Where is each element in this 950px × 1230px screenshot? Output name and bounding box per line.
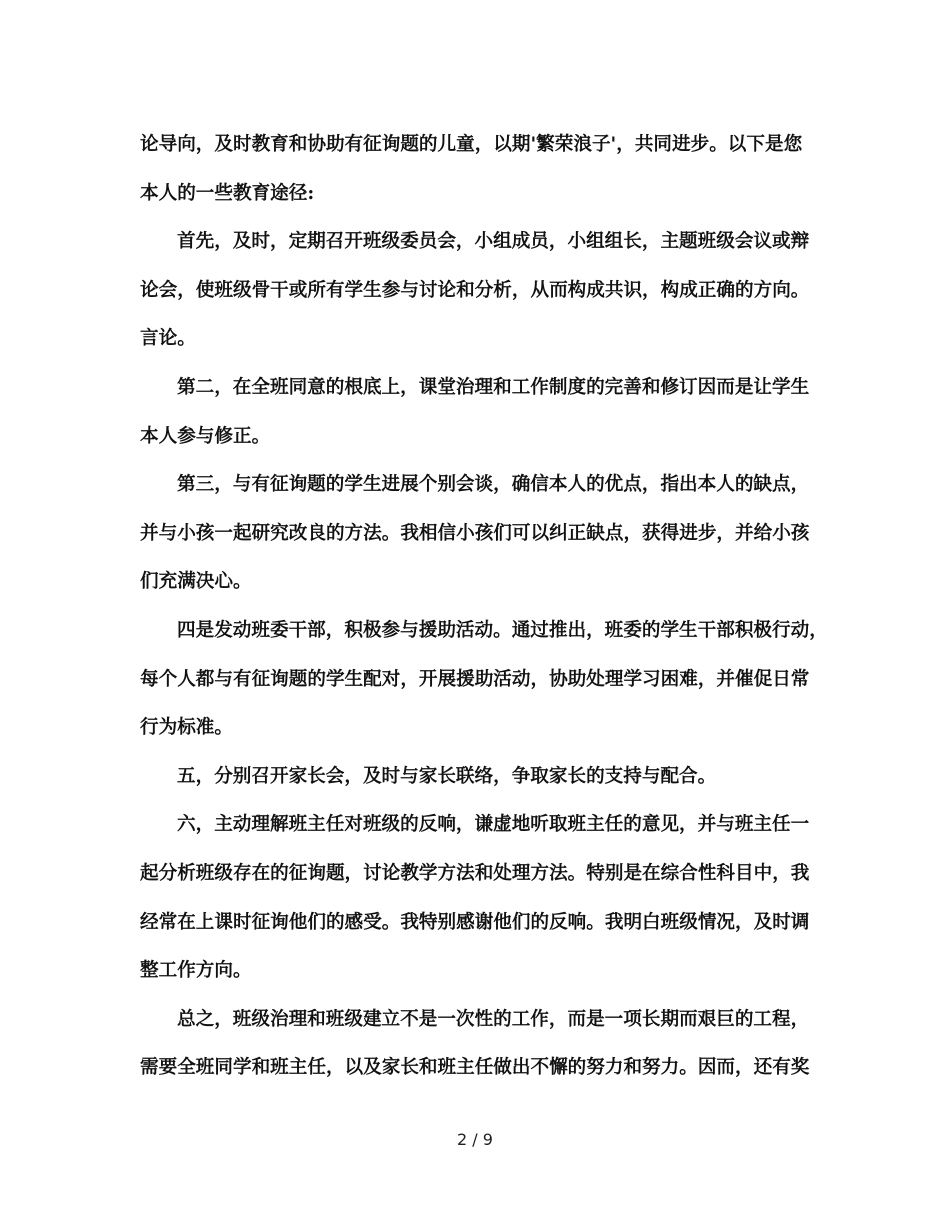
document-body [140, 121, 828, 1093]
text-line: 论导向，及时教育和协助有征询题的儿童，以期'繁荣浪子'，共同进步。以下是您 [140, 134, 803, 155]
text-line: 六，主动理解班主任对班级的反响，谦虚地听取班主任的意见，并与班主任一 [177, 814, 810, 836]
text-line: 论会，使班级骨干或所有学生参与讨论和分析，从而构成共识，构成正确的方向。 [140, 279, 810, 301]
text-line: 经常在上课时征询他们的感受。我特别感谢他们的反响。我明白班级情况，及时调 [140, 911, 810, 933]
text-line: 言论。 [140, 328, 196, 350]
text-line: 行为标准。 [140, 717, 233, 739]
text-line: 首先，及时，定期召开班级委员会，小组成员，小组组长，主题班级会议或辩 [177, 231, 810, 253]
text-line: 需要全班同学和班主任，以及家长和班主任做出不懈的努力和努力。因而，还有奖 [140, 1057, 810, 1079]
page-number: 2 / 9 [457, 1130, 493, 1149]
text-line: 五，分别召开家长会，及时与家长联络，争取家长的支持与配合。 [177, 765, 717, 787]
text-line: 起分析班级存在的征询题，讨论教学方法和处理方法。特别是在综合性科目中，我 [140, 862, 810, 884]
text-line: 每个人都与有征询题的学生配对，开展援助活动，协助处理学习困难，并催促日常 [140, 668, 810, 690]
text-line: 本人参与修正。 [140, 425, 271, 447]
text-line: 第三，与有征询题的学生进展个别会谈，确信本人的优点，指出本人的缺点， [177, 474, 810, 496]
text-line: 第二，在全班同意的根底上，课堂治理和工作制度的完善和修订因而是让学生 [177, 376, 810, 398]
text-line: 们充满决心。 [140, 571, 252, 593]
text-line: 四是发动班委干部，积极参与援助活动。通过推出，班委的学生干部积极行动， [177, 619, 828, 641]
text-line: 总之，班级治理和班级建立不是一次性的工作，而是一项长期而艰巨的工程， [177, 1008, 810, 1030]
text-line: 并与小孩一起研究改良的方法。我相信小孩们可以纠正缺点，获得进步，并给小孩 [140, 522, 810, 544]
text-line: 本人的一些教育途径: [140, 182, 315, 204]
text-line: 整工作方向。 [140, 960, 252, 982]
